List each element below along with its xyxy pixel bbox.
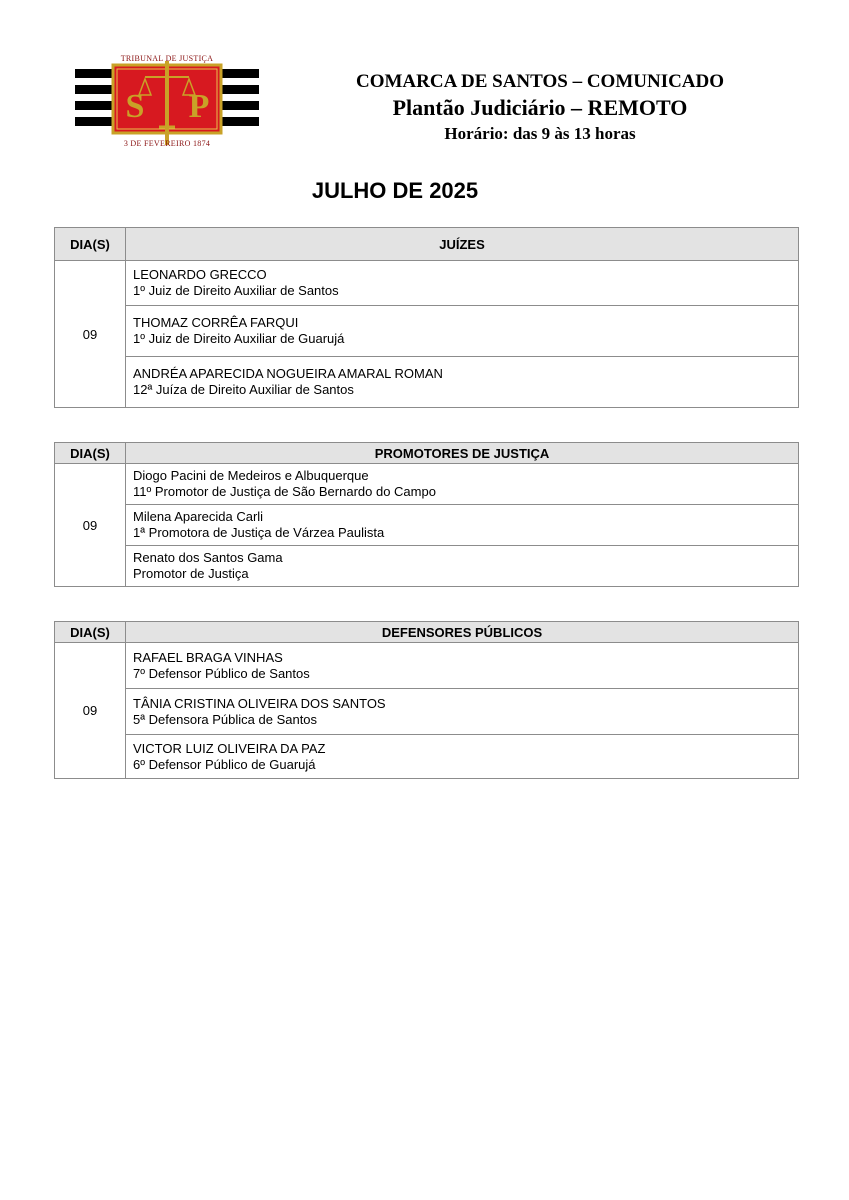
page-header [300, 70, 780, 146]
column-header-defenders: DEFENSORES PÚBLICOS [126, 622, 799, 643]
column-header-prosecutors: PROMOTORES DE JUSTIÇA [126, 443, 799, 464]
person-name: ANDRÉA APARECIDA NOGUEIRA AMARAL ROMAN [133, 366, 443, 381]
judges-table [54, 227, 799, 408]
header-subtitle: Plantão Judiciário – REMOTO [392, 95, 688, 120]
logo-letter-left: S [125, 88, 145, 125]
table-row [55, 735, 799, 779]
day-cell: 09 [55, 464, 126, 587]
table-header-row [55, 228, 799, 261]
person-cell [126, 306, 799, 357]
day-cell: 09 [55, 643, 126, 779]
person-cell [126, 643, 799, 689]
person-cell [126, 505, 799, 546]
header-hours: Horário: das 9 às 13 horas [444, 124, 636, 143]
logo-caption-top: TRIBUNAL DE JUSTIÇA [120, 54, 214, 63]
person-role: 7º Defensor Público de Santos [133, 665, 310, 681]
column-header-days: DIA(S) [55, 228, 126, 261]
person-name: VICTOR LUIZ OLIVEIRA DA PAZ [133, 740, 326, 756]
person-role: 1ª Promotora de Justiça de Várzea Paulista [133, 525, 385, 540]
table-row [55, 261, 799, 306]
person-role: 6º Defensor Público de Guarujá [133, 756, 316, 772]
table-header-row [55, 443, 799, 464]
person-role: 11º Promotor de Justiça de São Bernardo do Campo [133, 484, 436, 499]
person-cell [126, 546, 799, 587]
column-header-days: DIA(S) [55, 622, 126, 643]
defenders-table [54, 621, 799, 779]
table-row [55, 689, 799, 735]
person-role: 1º Juiz de Direito Auxiliar de Santos [133, 283, 339, 298]
prosecutors-table [54, 442, 799, 587]
person-cell [126, 735, 799, 779]
month-title: JULHO DE 2025 [311, 178, 479, 203]
person-role: 1º Juiz de Direito Auxiliar de Guarujá [133, 331, 345, 346]
table-row [55, 306, 799, 357]
table-header-row [55, 622, 799, 643]
person-name: RAFAEL BRAGA VINHAS [133, 649, 283, 665]
person-cell [126, 464, 799, 505]
column-header-days: DIA(S) [55, 443, 126, 464]
person-name: LEONARDO GRECCO [133, 267, 267, 282]
person-name: TÂNIA CRISTINA OLIVEIRA DOS SANTOS [133, 695, 386, 711]
day-cell: 09 [55, 261, 126, 408]
person-name: Diogo Pacini de Medeiros e Albuquerque [133, 468, 369, 483]
person-name: Renato dos Santos Gama [133, 550, 283, 565]
person-cell [126, 689, 799, 735]
person-role: 5ª Defensora Pública de Santos [133, 711, 318, 727]
person-cell [126, 261, 799, 306]
logo-letter-right: P [188, 88, 210, 125]
table-row [55, 505, 799, 546]
table-row [55, 546, 799, 587]
table-row [55, 357, 799, 408]
person-role: 12ª Juíza de Direito Auxiliar de Santos [133, 382, 354, 397]
person-cell [126, 357, 799, 408]
header-title: COMARCA DE SANTOS – COMUNICADO [355, 71, 725, 92]
column-header-judges: JUÍZES [126, 228, 799, 261]
person-name: THOMAZ CORRÊA FARQUI [133, 315, 299, 330]
logo-caption-bottom: 3 DE FEVEREIRO 1874 [123, 139, 211, 148]
person-role: Promotor de Justiça [133, 566, 249, 581]
table-row [55, 464, 799, 505]
person-name: Milena Aparecida Carli [133, 509, 264, 524]
table-row [55, 643, 799, 689]
